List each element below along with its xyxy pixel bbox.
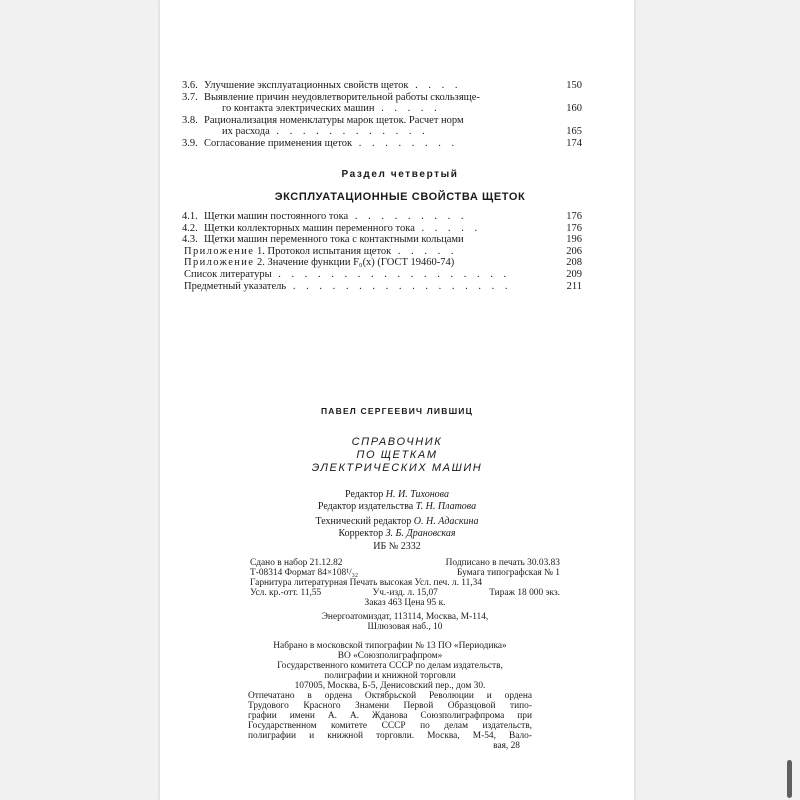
toc-entry: Предметный указатель . . . . . . . . . . . . . . . . . 211 [184,280,582,292]
toc-entry: 4.1. Щетки машин постоянного тока . . . . . . . . . 176 [182,211,582,222]
book-title: СПРАВОЧНИК ПО ЩЕТКАМ ЭЛЕКТРИЧЕСКИХ МАШИН [311,436,483,474]
ib-number: ИБ № 2332 [373,541,421,552]
toc-entry: 4.2. Щетки коллекторных машин переменного тока . . . . . 176 [182,222,582,234]
author-name: ПАВЕЛ СЕРГЕЕВИЧ ЛИВШИЦ [320,406,474,416]
credit-line: Корректор З. Б. Драновская [338,528,456,539]
credit-line: Технический редактор О. Н. Адаскина [315,516,479,527]
toc-appendix: Приложение 2. Значение функции F₀(x) (ГОСТ 19460-74) 208 [184,257,582,269]
credit-line: Редактор Н. И. Тихонова [345,489,449,500]
section-title: ЭКСПЛУАТАЦИОННЫЕ СВОЙСТВА ЩЕТОК [274,191,526,203]
toc-entry: 4.3. Щетки машин переменного тока с контактными кольцами 196 [182,234,582,246]
toc-entry: 3.6. Улучшение эксплуатационных свойств щеток . . . . 150 [182,80,582,91]
imprint-block: Сдано в набор 21.12.82 Подписано в печать 30.03.83 Т-08314 Формат 84×108¹/₃₂ Бумага типографская № 1 Гарнитура литературная Печать высокая Усл. печ. л. 11,34 Усл. кр.-отт. 11,55 Уч.-изд. л. 15,07 Тираж 18 000 экз. Заказ 463 Цена 95 к. Энергоатомиздат, 113114, Москва, М-114, Шлюзовая наб., 10 [250,558,560,632]
section-label: Раздел четвертый [341,169,459,180]
toc-part-1 [182,80,582,150]
toc-entry: Список литературы . . . . . . . . . . . . . . . . . . 209 [184,268,582,280]
toc-entry-continuation: их расхода . . . . . . . . . . . . 165 [222,126,582,138]
scrollbar-thumb[interactable] [787,760,792,798]
toc-appendix: Приложение 1. Протокол испытания щеток . . . . . 206 [184,245,582,257]
credit-line: Редактор издательства Т. Н. Платова [317,501,477,512]
toc-entry: 3.7. Выявление причин неудовлетворительной работы скользяще- [182,91,480,103]
printing-block: Набрано в московской типографии № 13 ПО «Периодика» ВО «Союзполиграфпром» Государственного комитета СССР по делам издательств, полиграфии и книжной торговли 107005, Москва, Б-5, Денисовский пер., дом 30. Отпечатано в ордена Октябрьской Революции и ордена Трудового Красного Знамени Первой Образцовой типо- графии имени А. А. Жданова Союзполиграфпрома при Государственном комитете СССР по делам издательств, полиграфии и книжной торговли. Москва, М-54, Вало- вая, 28 [248,641,532,751]
toc-entry: 3.8. Рационализация номенклатуры марок щеток. Расчет норм [182,114,464,126]
toc-part-2 [182,211,582,292]
toc-entry: 3.9. Согласование применения щеток . . . . . . . . 174 [182,137,582,149]
toc-entry-continuation: го контакта электрических машин . . . . . 160 [222,103,582,115]
